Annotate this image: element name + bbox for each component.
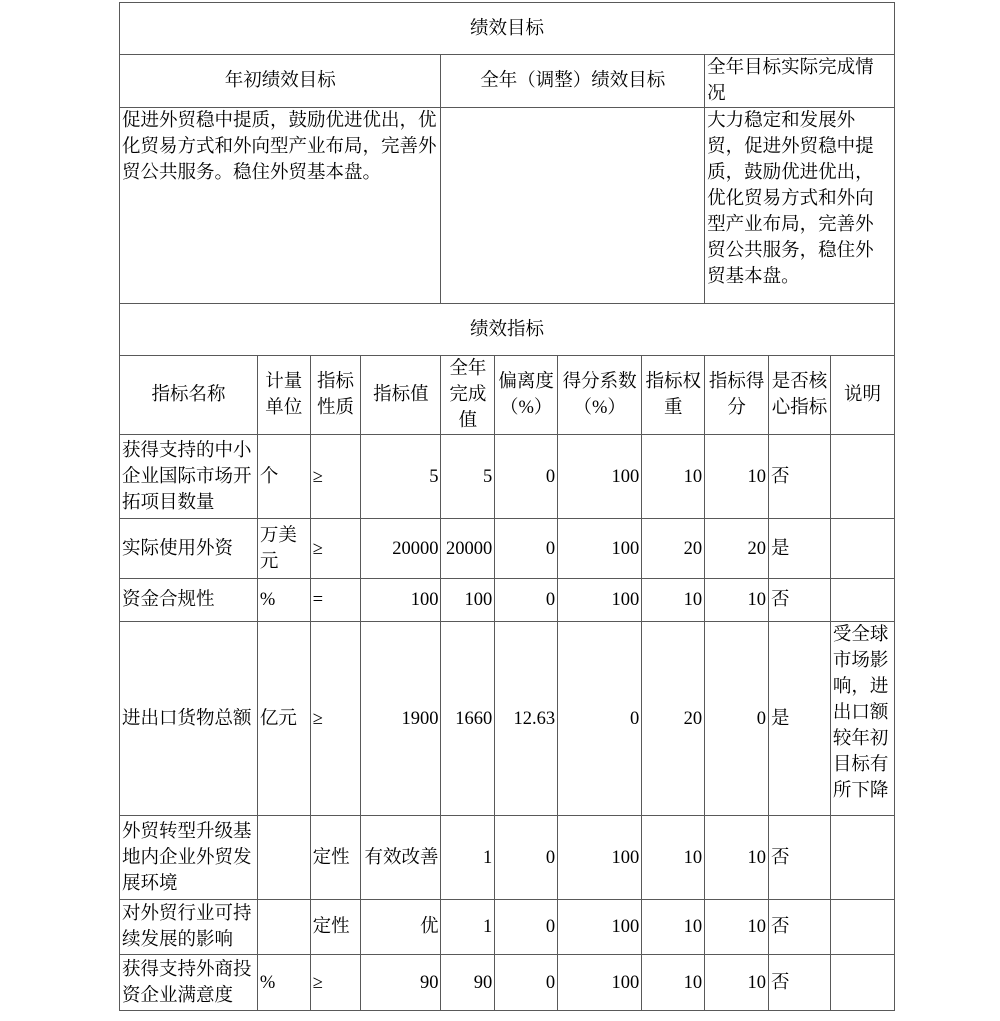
indicator-weight: 20 [642, 622, 705, 816]
indicator-completed: 5 [441, 435, 495, 519]
indicator-nature: ≥ [310, 955, 361, 1011]
indicator-name: 获得支持外商投资企业满意度 [120, 955, 258, 1011]
indicator-completed: 100 [441, 579, 495, 622]
indicator-completed: 1 [441, 816, 495, 900]
goal-actual-text: 大力稳定和发展外贸，促进外贸稳中提质，鼓励优进优出，优化贸易方式和外向型产业布局，完善外贸公共服务，稳住外贸基本盘。 [705, 108, 895, 304]
indicator-weight: 10 [642, 900, 705, 955]
indicator-target: 90 [361, 955, 441, 1011]
indicator-score-coefficient: 100 [558, 955, 642, 1011]
indicator-note [830, 519, 894, 579]
indicator-score-coefficient: 100 [558, 816, 642, 900]
indicator-nature: 定性 [310, 900, 361, 955]
indicator-score-coefficient: 100 [558, 435, 642, 519]
indicator-unit: % [257, 579, 310, 622]
col-header-deviation: 偏离度（%） [495, 356, 558, 435]
indicator-row [120, 435, 895, 519]
indicator-target: 20000 [361, 519, 441, 579]
col-header-weight: 指标权重 [642, 356, 705, 435]
indicator-score-coefficient: 100 [558, 519, 642, 579]
indicator-score: 20 [705, 519, 769, 579]
indicator-is-core: 否 [769, 955, 831, 1011]
indicator-score: 10 [705, 955, 769, 1011]
performance-report-sheet [119, 2, 895, 1011]
indicator-completed: 90 [441, 955, 495, 1011]
indicator-completed: 1660 [441, 622, 495, 816]
indicator-target: 100 [361, 579, 441, 622]
indicator-unit [257, 900, 310, 955]
indicator-score-coefficient: 100 [558, 579, 642, 622]
indicator-note: 受全球市场影响，进出口额较年初目标有所下降 [830, 622, 894, 816]
col-header-completed-value: 全年完成值 [441, 356, 495, 435]
indicator-unit: 万美元 [257, 519, 310, 579]
indicator-target: 有效改善 [361, 816, 441, 900]
indicator-score: 10 [705, 816, 769, 900]
col-header-indicator-name: 指标名称 [120, 356, 258, 435]
indicator-is-core: 否 [769, 816, 831, 900]
goal-col-adjusted-header: 全年（调整）绩效目标 [441, 55, 705, 108]
indicator-name: 对外贸行业可持续发展的影响 [120, 900, 258, 955]
indicator-target: 5 [361, 435, 441, 519]
col-header-unit: 计量单位 [257, 356, 310, 435]
indicator-is-core: 否 [769, 579, 831, 622]
col-header-score-coefficient: 得分系数（%） [558, 356, 642, 435]
indicator-weight: 20 [642, 519, 705, 579]
performance-table [119, 2, 895, 1011]
col-header-is-core: 是否核心指标 [769, 356, 831, 435]
indicator-name: 外贸转型升级基地内企业外贸发展环境 [120, 816, 258, 900]
indicator-score: 10 [705, 435, 769, 519]
indicator-row [120, 519, 895, 579]
indicator-note [830, 435, 894, 519]
indicator-deviation: 0 [495, 435, 558, 519]
indicator-deviation: 0 [495, 519, 558, 579]
indicator-score: 10 [705, 900, 769, 955]
goal-section-title: 绩效目标 [120, 3, 895, 55]
col-header-target-value: 指标值 [361, 356, 441, 435]
indicator-unit: 个 [257, 435, 310, 519]
indicator-name: 实际使用外资 [120, 519, 258, 579]
indicator-row [120, 900, 895, 955]
indicator-row [120, 579, 895, 622]
indicator-score: 0 [705, 622, 769, 816]
indicator-weight: 10 [642, 579, 705, 622]
indicator-row [120, 622, 895, 816]
indicator-score: 10 [705, 579, 769, 622]
indicator-name: 获得支持的中小企业国际市场开拓项目数量 [120, 435, 258, 519]
indicator-weight: 10 [642, 435, 705, 519]
indicator-completed: 20000 [441, 519, 495, 579]
indicator-deviation: 0 [495, 579, 558, 622]
indicator-note [830, 579, 894, 622]
indicator-name: 进出口货物总额 [120, 622, 258, 816]
indicator-score-coefficient: 100 [558, 900, 642, 955]
indicator-weight: 10 [642, 955, 705, 1011]
indicator-is-core: 否 [769, 900, 831, 955]
goal-adjusted-text [441, 108, 705, 304]
col-header-note: 说明 [830, 356, 894, 435]
indicator-nature: = [310, 579, 361, 622]
indicator-unit [257, 816, 310, 900]
goal-col-actual-header: 全年目标实际完成情况 [705, 55, 895, 108]
indicator-unit: % [257, 955, 310, 1011]
indicator-unit: 亿元 [257, 622, 310, 816]
indicator-nature: ≥ [310, 622, 361, 816]
indicator-target: 优 [361, 900, 441, 955]
goal-initial-text: 促进外贸稳中提质，鼓励优进优出，优化贸易方式和外向型产业布局，完善外贸公共服务。稳住外贸基本盘。 [120, 108, 441, 304]
indicator-is-core: 是 [769, 622, 831, 816]
indicators-section-title: 绩效指标 [120, 304, 895, 356]
indicator-deviation: 0 [495, 816, 558, 900]
indicator-is-core: 否 [769, 435, 831, 519]
indicator-deviation: 0 [495, 955, 558, 1011]
col-header-nature: 指标性质 [310, 356, 361, 435]
indicator-row [120, 955, 895, 1011]
col-header-score: 指标得分 [705, 356, 769, 435]
indicator-nature: ≥ [310, 435, 361, 519]
indicator-row [120, 816, 895, 900]
indicator-note [830, 955, 894, 1011]
indicator-name: 资金合规性 [120, 579, 258, 622]
indicator-deviation: 12.63 [495, 622, 558, 816]
goal-col-initial-header: 年初绩效目标 [120, 55, 441, 108]
indicator-target: 1900 [361, 622, 441, 816]
indicator-nature: 定性 [310, 816, 361, 900]
indicator-completed: 1 [441, 900, 495, 955]
indicator-nature: ≥ [310, 519, 361, 579]
indicator-note [830, 900, 894, 955]
indicator-score-coefficient: 0 [558, 622, 642, 816]
indicator-deviation: 0 [495, 900, 558, 955]
indicator-is-core: 是 [769, 519, 831, 579]
indicator-weight: 10 [642, 816, 705, 900]
indicator-note [830, 816, 894, 900]
